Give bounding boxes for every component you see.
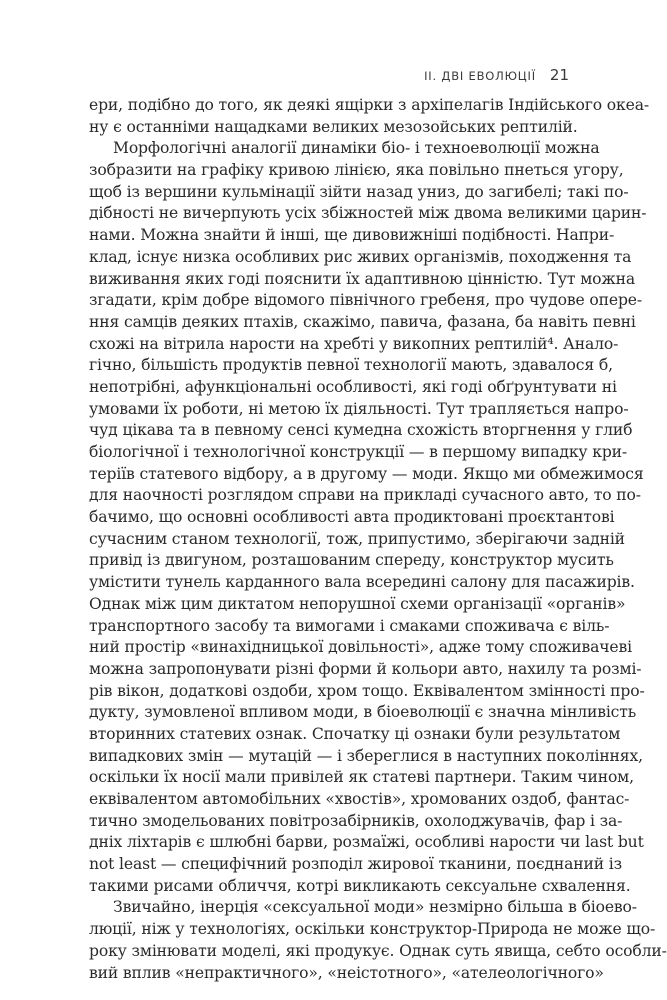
body-text xyxy=(89,95,667,984)
text-line: привід із двигуном, розташованим спереду, конструктор мусить xyxy=(89,551,614,570)
text-line: виживання яких годі пояснити їх адаптивною цінністю. Тут можна xyxy=(89,269,636,288)
text-line: згадати, крім добре відомого північного гребеня, про чудове опере- xyxy=(89,291,642,310)
text-line: біологічної і технологічної конструкції — в першому випадку кри- xyxy=(89,443,628,461)
text-line: тично змодельованих повітрозабірників, охолоджувачів, фар і за- xyxy=(89,811,623,830)
text-line: вий вплив «непрактичного», «неістотного», «ателеологічного» xyxy=(89,963,604,982)
text-line: еквівалентом автомобільних «хвостів», хромованих оздоб, фантас- xyxy=(89,790,630,808)
text-line: схожі на вітрила нарости на хребті у викопних рептилій⁴. Анало- xyxy=(89,334,619,353)
page-number: 21 xyxy=(549,66,569,84)
text-line: рів вікон, додаткові оздоби, хром тощо. Еквівалентом змінності про- xyxy=(89,681,645,700)
text-line: чуд цікава та в певному сенсі кумедна схожість вторгнення у глиб xyxy=(89,421,633,440)
text-line: можна запропонувати різні форми й кольори авто, нахилу та розмі- xyxy=(89,659,642,678)
text-line: умістити тунель карданного вала всередині салону для пасажирів. xyxy=(89,573,635,592)
text-line: ний простір «винахідницької довільності», адже тому споживачеві xyxy=(89,638,632,657)
text-line: щоб із вершини кульмінації зійти назад униз, до загибелі; такі по- xyxy=(89,182,629,201)
text-line: not least — специфічний розподіл жирової тканини, поєднаний із xyxy=(89,855,622,874)
text-line: вторинних статевих ознак. Спочатку ці ознаки були результатом xyxy=(89,724,621,743)
text-line: ння самців деяких птахів, скажімо, павича, фазана, ба навіть певні xyxy=(89,312,636,331)
text-line: транспортного засобу та вимогами і смаками споживача є віль- xyxy=(89,616,610,635)
text-line: дукту, зумовленої впливом моди, в біоеволюції є значна мінливість xyxy=(89,703,637,722)
text-line: сучасним станом технології, тож, припустимо, зберігаючи задній xyxy=(89,529,625,548)
text-line: ну є останніми нащадками великих мезозойських рептилій. xyxy=(89,117,578,136)
text-line: Однак між цим диктатом непорушної схеми організації «органів» xyxy=(89,594,626,613)
text-line: теріїв статевого відбору, а в другому — моди. Якщо ми обмежимося xyxy=(89,464,644,483)
text-line: ери, подібно до того, як деякі ящірки з архіпелагів Індійського океа- xyxy=(89,96,649,114)
text-line: дніх ліхтарів є шлюбні барви, розмаїжі, особливі нарости чи last but xyxy=(89,833,644,852)
text-line: Звичайно, інерція «сексуальної моди» незмірно більша в біоево- xyxy=(113,898,637,917)
text-line: оскільки їх носії мали привілей як статеві партнери. Таким чином, xyxy=(89,768,634,787)
text-line: непотрібні, афункціональні особливості, які годі обґрунтувати ні xyxy=(89,377,617,396)
text-line: року змінювати моделі, які продукує. Однак суть явища, себто особли- xyxy=(89,941,667,960)
text-line: нами. Можна знайти й інші, ще дивовижніші подібності. Напри- xyxy=(89,226,615,245)
text-line: гічно, більшість продуктів певної технології мають, здавалося б, xyxy=(89,356,613,375)
text-line: умовами їх роботи, ні метою їх діяльності. Тут трапляється напро- xyxy=(89,399,629,418)
text-line: зобразити на графіку кривою лінією, яка повільно пнеться угору, xyxy=(89,161,624,180)
page-header xyxy=(424,66,569,84)
text-line: дібності не вичерпують усіх збіжностей між двома великими царин- xyxy=(89,204,647,223)
text-line: для наочності розглядом справи на прикладі сучасного авто, то по- xyxy=(89,486,641,505)
text-line: клад, існує низка особливих рис живих організмів, походження та xyxy=(89,247,632,266)
running-head: II. ДВІ ЕВОЛЮЦІЇ xyxy=(424,69,536,83)
text-line: такими рисами обличчя, котрі викликають сексуальне схвалення. xyxy=(89,876,631,895)
text-line: бачимо, що основні особливості авта продиктовані проєктантові xyxy=(89,508,615,527)
text-line: випадкових змін — мутацій — і збереглися в наступних поколіннях, xyxy=(89,746,643,765)
text-line: Морфологічні аналогії динаміки біо- і техноеволюції можна xyxy=(113,139,600,158)
text-line: люції, ніж у технологіях, оскільки конструктор-Природа не може що- xyxy=(89,920,656,939)
